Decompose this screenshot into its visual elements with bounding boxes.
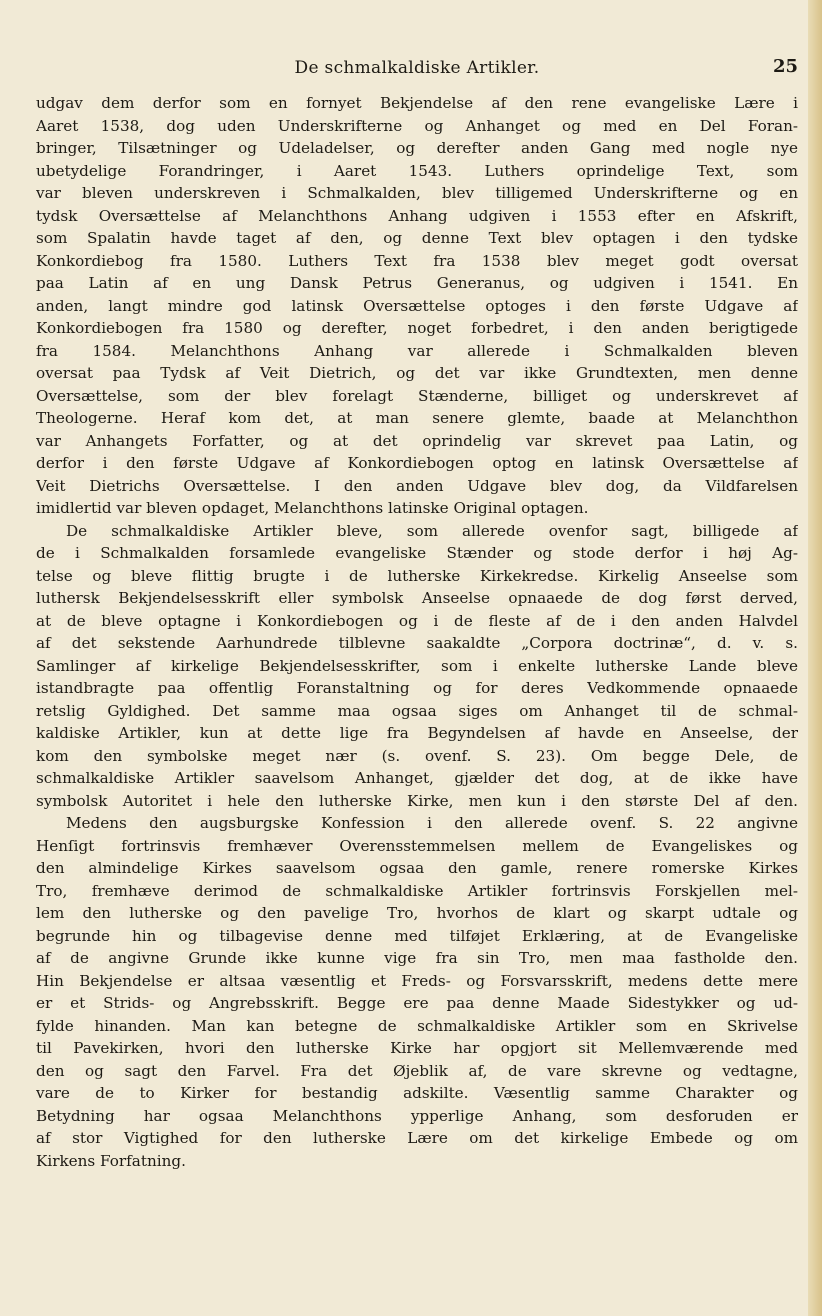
text-line: de i Schmalkalden forsamlede evangeliske Stænder og stode derfor i høj Ag-: [36, 544, 798, 562]
text-line: Konkordiebogen fra 1580 og derefter, noget forbedret, i den anden berigtigede: [36, 319, 798, 337]
text-line: tydsk Oversættelse af Melanchthons Anhang udgiven i 1553 efter en Afskrift,: [36, 206, 798, 225]
text-line: Konkordiebog fra 1580. Luthers Text fra 1538 blev meget godt oversat: [36, 251, 798, 270]
text-line: oversat paa Tydsk af Veit Dietrich, og det var ikke Grundtexten, men denne: [36, 364, 798, 382]
text-line: at de bleve optagne i Konkordiebogen og i de fleste af de i den anden Halvdel: [36, 611, 798, 630]
page-title: De schmalkaldiske Artikler.: [294, 58, 540, 78]
text-line: fylde hinanden. Man kan betegne de schmalkaldiske Artikler som en Skrivelse: [36, 1016, 798, 1035]
text-line: Betydning har ogsaa Melanchthons ypperlige Anhang, som desforuden er: [36, 1106, 798, 1125]
text-line: luthersk Bekjendelsesskrift eller symbolsk Anseelse opnaaede de dog først derved,: [36, 589, 798, 607]
text-line: paa Latin af en ung Dansk Petrus Generanus, og udgiven i 1541. En: [36, 274, 798, 292]
paragraph-start-line: De schmalkaldiske Artikler bleve, som allerede ovenfor sagt, billigede af: [66, 521, 798, 540]
text-line: Samlinger af kirkelige Bekjendelsesskrifter, som i enkelte lutherske Lande bleve: [36, 656, 798, 675]
text-line: af det sekstende Aarhundrede tilblevne saakaldte „Corpora doctrinæ“, d. v. s.: [36, 634, 798, 652]
text-line: retslig Gyldighed. Det samme maa ogsaa siges om Anhanget til de schmal-: [36, 701, 798, 720]
text-line: lem den lutherske og den pavelige Tro, hvorhos de klart og skarpt udtale og: [36, 904, 798, 922]
text-line: bringer, Tilsætninger og Udeladelser, og derefter anden Gang med nogle nye: [36, 139, 798, 157]
text-line: Oversættelse, som der blev forelagt Stænderne, billiget og underskrevet af: [36, 386, 798, 405]
text-line: anden, langt mindre god latinsk Oversættelse optoges i den første Udgave af: [36, 296, 798, 315]
text-line: til Pavekirken, hvori den lutherske Kirke har opgjort sit Mellemværende med: [36, 1039, 798, 1057]
text-line: Aaret 1538, dog uden Underskrifterne og Anhanget og med en Del Foran-: [36, 116, 798, 135]
text-line: istandbragte paa offentlig Foranstaltning og for deres Vedkommende opnaaede: [36, 679, 798, 697]
text-line: som Spalatin havde taget af den, og denne Text blev optagen i den tydske: [36, 229, 798, 247]
text-line: Theologerne. Heraf kom det, at man senere glemte, baade at Melanchthon: [36, 409, 798, 427]
text-line: telse og bleve flittig brugte i de lutherske Kirkekredse. Kirkelig Anseelse som: [36, 566, 798, 585]
text-line: Veit Dietrichs Oversættelse. I den anden Udgave blev dog, da Vildfarelsen: [36, 476, 798, 495]
text-line: den og sagt den Farvel. Fra det Øjeblik af, de vare skrevne og vedtagne,: [36, 1061, 798, 1080]
text-line: er et Strids- og Angrebsskrift. Begge ere paa denne Maade Sidestykker og ud-: [36, 994, 798, 1012]
page-edge-shadow: [808, 0, 822, 1316]
text-line: var bleven underskreven i Schmalkalden, blev tilligemed Underskrifterne og en: [36, 184, 798, 202]
page-number: 25: [772, 56, 798, 77]
text-line: derfor i den første Udgave af Konkordiebogen optog en latinsk Oversættelse af: [36, 454, 798, 472]
body-text: [36, 92, 798, 1172]
text-line: ubetydelige Forandringer, i Aaret 1543. Luthers oprindelige Text, som: [36, 161, 798, 180]
text-line: fra 1584. Melanchthons Anhang var allerede i Schmalkalden bleven: [36, 341, 798, 360]
text-line: imidlertid var bleven opdaget, Melanchthons latinske Original optagen.: [36, 499, 589, 517]
text-line: Tro, fremhæve derimod de schmalkaldiske Artikler fortrinsvis Forskjellen mel-: [36, 881, 798, 900]
text-line: Henſigt fortrinsvis fremhæver Overensstemmelsen mellem de Evangeliskes og: [36, 836, 798, 855]
text-line: af de angivne Grunde ikke kunne vige fra sin Tro, men maa fastholde den.: [36, 949, 798, 967]
text-line: vare de to Kirker for bestandig adskilte. Væsentlig samme Charakter og: [36, 1084, 798, 1102]
text-line: kom den symbolske meget nær (s. ovenf. S. 23). Om begge Dele, de: [36, 746, 798, 765]
text-line: kaldiske Artikler, kun at dette lige fra Begyndelsen af havde en Anseelse, der: [36, 724, 798, 742]
text-line: schmalkaldiske Artikler saavelsom Anhanget, gjælder det dog, at de ikke have: [36, 769, 798, 787]
running-head: [36, 56, 798, 84]
text-line: symbolsk Autoritet i hele den lutherske Kirke, men kun i den største Del af den.: [36, 791, 798, 810]
text-line: Hin Bekjendelse er altsaa væsentlig et Freds- og Forsvarsskrift, medens dette mere: [36, 971, 798, 990]
text-line: udgav dem derfor som en fornyet Bekjendelse af den rene evangeliske Lære i: [36, 94, 798, 112]
paragraph-start-line: Medens den augsburgske Konfession i den allerede ovenf. S. 22 angivne: [66, 814, 798, 832]
text-line: begrunde hin og tilbagevise denne med tilføjet Erklæring, at de Evangeliske: [36, 926, 798, 945]
text-line: var Anhangets Forfatter, og at det oprindelig var skrevet paa Latin, og: [36, 431, 798, 450]
text-line: den almindelige Kirkes saavelsom ogsaa den gamle, renere romerske Kirkes: [36, 859, 798, 877]
text-line: Kirkens Forfatning.: [36, 1151, 186, 1170]
text-line: af stor Vigtighed for den lutherske Lære om det kirkelige Embede og om: [36, 1129, 798, 1147]
